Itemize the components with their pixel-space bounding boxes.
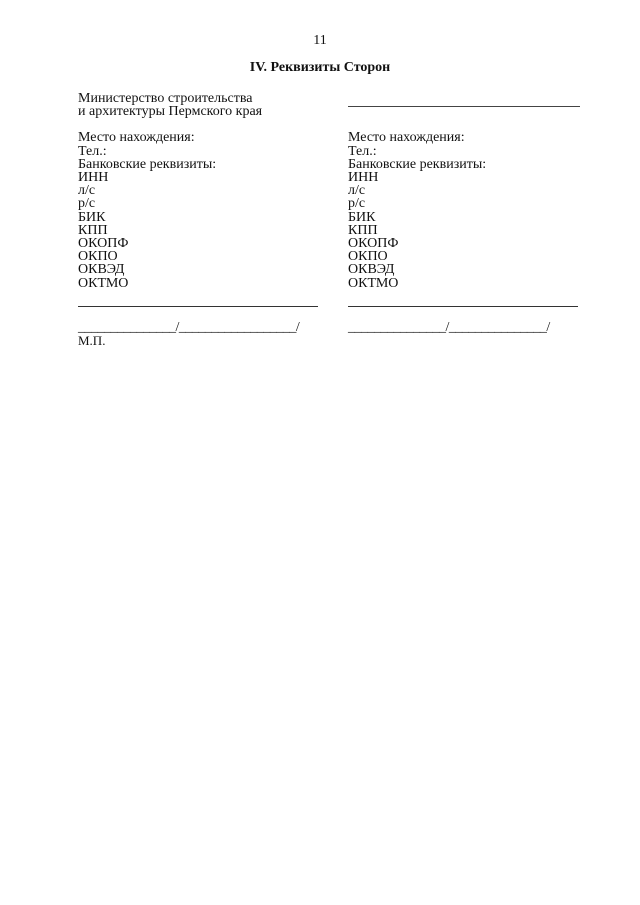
left-field-rs: р/с — [78, 196, 96, 212]
page-number: 11 — [313, 33, 327, 48]
left-field-bank-details: Банковские реквизиты: — [78, 156, 217, 172]
right-field-okved: ОКВЭД — [348, 262, 395, 278]
right-field-okopf: ОКОПФ — [348, 236, 399, 252]
left-party-block — [78, 92, 323, 290]
left-field-ls: л/с — [78, 183, 96, 199]
left-field-address: Место нахождения: — [78, 130, 195, 146]
left-field-kpp: КПП — [78, 222, 108, 238]
left-field-okpo: ОКПО — [78, 249, 118, 265]
right-party-block — [348, 92, 588, 290]
right-field-inn: ИНН — [348, 170, 379, 186]
section-title: IV. Реквизиты Сторон — [249, 60, 391, 75]
left-field-phone: Тел.: — [78, 143, 107, 159]
right-signature-line: _______________/_______________/ — [348, 320, 550, 335]
right-party-name-line — [348, 106, 580, 107]
right-separator-line — [348, 306, 578, 307]
right-field-oktmo: ОКТМО — [348, 275, 399, 291]
left-field-bik: БИК — [78, 209, 106, 225]
left-field-okved: ОКВЭД — [78, 262, 125, 278]
left-field-okopf: ОКОПФ — [78, 236, 129, 252]
right-field-okpo: ОКПО — [348, 249, 388, 265]
right-field-bik: БИК — [348, 209, 376, 225]
left-separator-line — [78, 306, 318, 307]
left-party-name-line-2: и архитектуры Пермского края — [78, 104, 263, 120]
right-field-rs: р/с — [348, 196, 366, 212]
left-field-inn: ИНН — [78, 170, 109, 186]
right-field-bank-details: Банковские реквизиты: — [348, 156, 487, 172]
right-field-kpp: КПП — [348, 222, 378, 238]
left-signature-line: _______________/__________________/ — [78, 320, 300, 335]
right-field-ls: л/с — [348, 183, 366, 199]
stamp-placeholder: М.П. — [78, 333, 106, 348]
left-party-name-line-1: Министерство строительства — [78, 91, 253, 106]
right-field-address: Место нахождения: — [348, 130, 465, 146]
right-field-phone: Тел.: — [348, 143, 377, 159]
left-field-oktmo: ОКТМО — [78, 275, 129, 291]
